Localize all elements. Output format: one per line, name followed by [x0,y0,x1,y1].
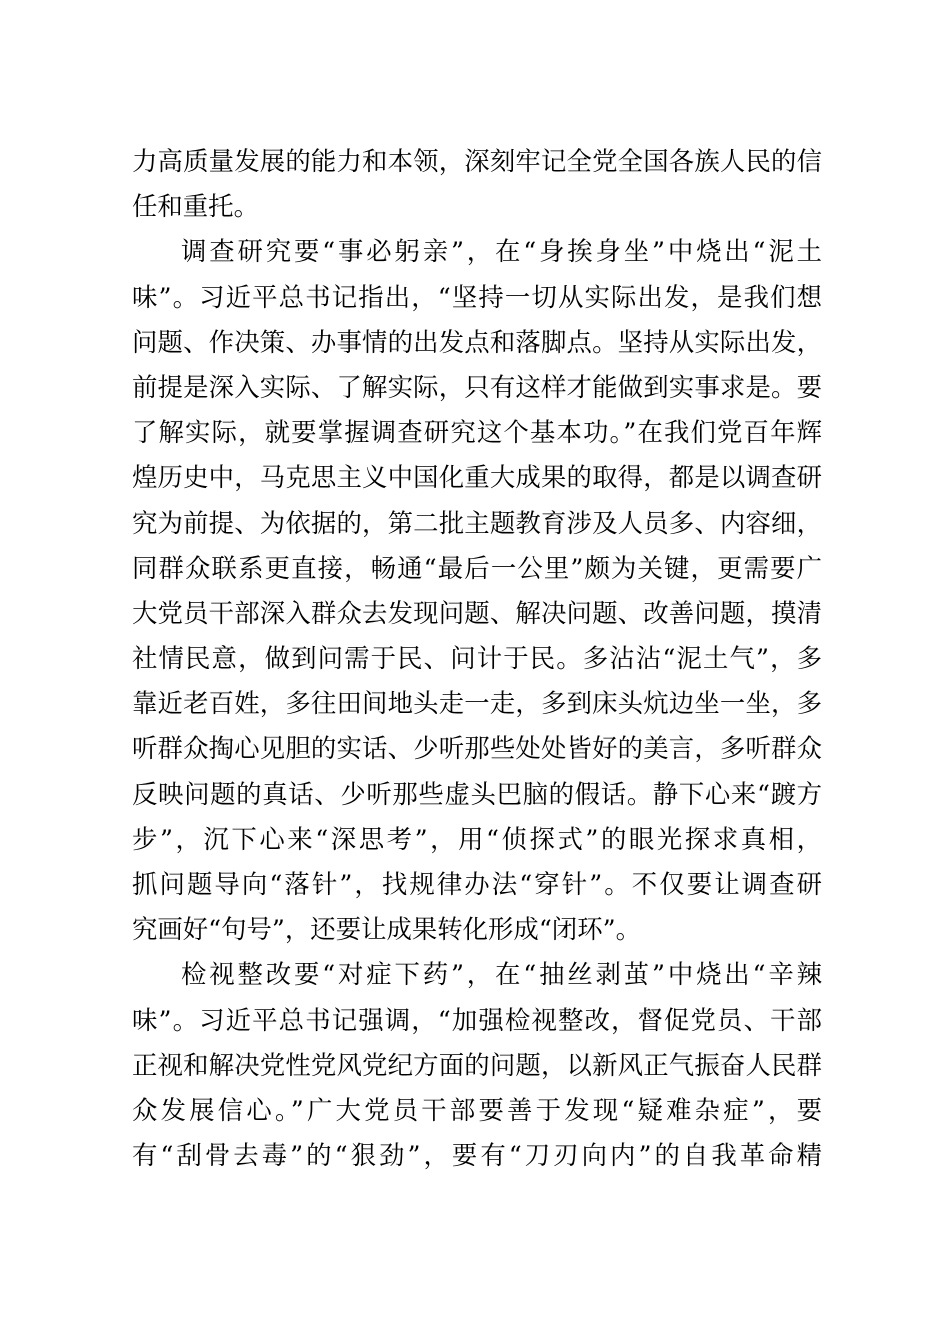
text-line: 步”，沉下心来“深思考”，用“侦探式”的眼光探求真相， [132,823,822,854]
text-line: 抓问题导向“落针”，找规律办法“穿针”。不仅要让调查研 [132,869,822,899]
text-line: 同群众联系更直接，畅通“最后一公里”颇为关键，更需要广 [132,552,822,583]
text-line: 有“刮骨去毒”的“狠劲”，要有“刀刃向内”的自我革命精 [132,1140,822,1171]
text-line: 社情民意，做到问需于民、问计于民。多沾沾“泥土气”，多 [132,643,822,674]
text-line: 任和重托。 [132,191,259,222]
text-line: 大党员干部深入群众去发现问题、解决问题、改善问题，摸清 [132,597,822,628]
body-text [132,139,822,1178]
text-line: 究画好“句号”，还要让成果转化形成“闭环”。 [132,914,641,945]
text-line: 究为前提、为依据的，第二批主题教育涉及人员多、内容细， [132,507,822,538]
text-line: 煌历史中，马克思主义中国化重大成果的取得，都是以调查研 [132,462,822,493]
text-line: 正视和解决党性党风党纪方面的问题，以新风正气振奋人民群 [132,1049,822,1080]
text-line: 检视整改要“对症下药”，在“抽丝剥茧”中烧出“辛辣 [181,959,822,990]
text-line: 调查研究要“事必躬亲”，在“身挨身坐”中烧出“泥土 [181,236,822,267]
text-line: 味”。习近平总书记强调，“加强检视整改，督促党员、干部 [132,1004,822,1035]
text-line: 味”。习近平总书记指出，“坚持一切从实际出发，是我们想 [132,281,822,312]
paragraph-1 [132,139,822,229]
text-line: 力高质量发展的能力和本领，深刻牢记全党全国各族人民的信 [132,146,822,176]
text-line: 了解实际，就要掌握调查研究这个基本功。”在我们党百年辉 [132,417,822,448]
paragraph-3 [132,952,822,1178]
text-line: 前提是深入实际、了解实际，只有这样才能做到实事求是。要 [132,371,822,402]
text-line: 靠近老百姓，多往田间地头走一走，多到床头炕边坐一坐，多 [132,688,822,719]
text-line: 反映问题的真话、少听那些虚头巴脑的假话。静下心来“踱方 [132,778,822,809]
paragraph-2 [132,229,822,952]
text-line: 众发展信心。”广大党员干部要善于发现“疑难杂症”，要 [132,1094,822,1125]
text-line: 听群众掏心见胆的实话、少听那些处处皆好的美言，多听群众 [132,733,822,764]
text-line: 问题、作决策、办事情的出发点和落脚点。坚持从实际出发， [132,326,822,357]
